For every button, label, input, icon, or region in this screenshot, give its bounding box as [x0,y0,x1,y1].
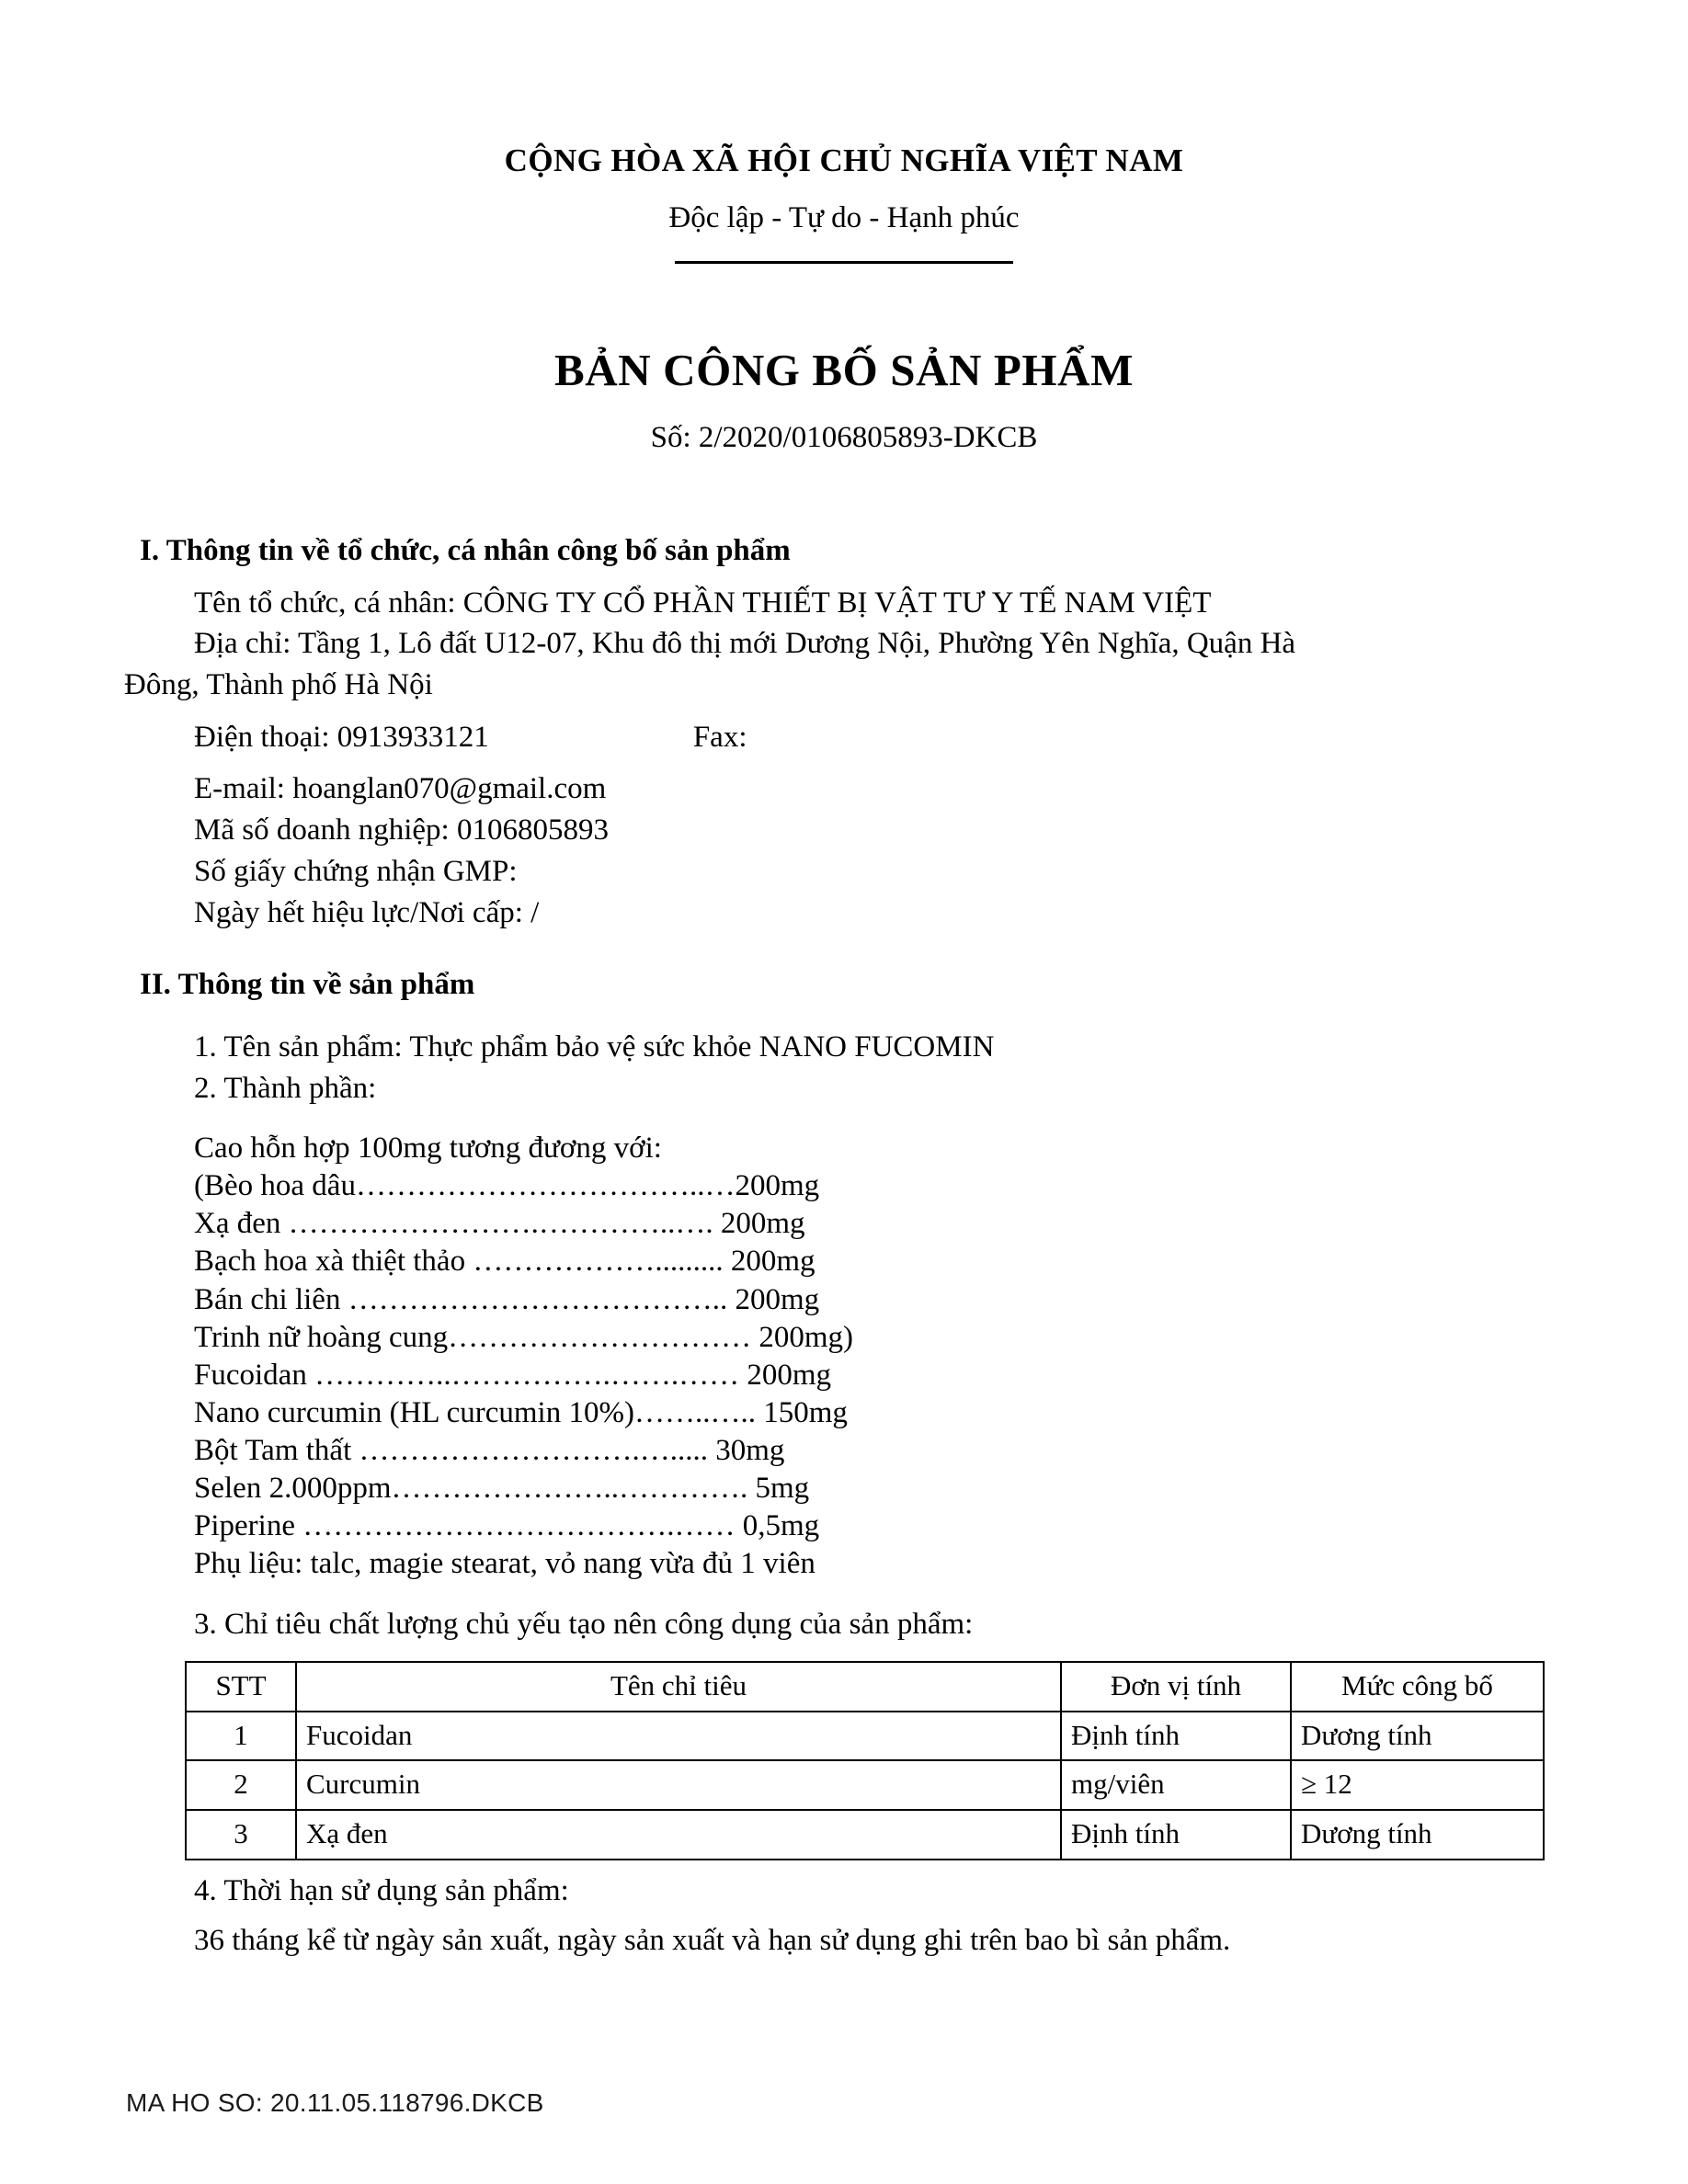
cell-stt: 1 [186,1712,296,1761]
phone-fax-row [124,717,1564,758]
excipients-line: Phụ liệu: talc, magie stearat, vỏ nang vừa đủ 1 viên [194,1547,815,1581]
cell-name: Curcumin [296,1760,1061,1810]
cell-unit: Định tính [1061,1712,1291,1761]
spacer [124,1860,1564,1871]
ingredient-line: Piperine ……………………………….…… 0,5mg [194,1508,820,1542]
quality-criteria-table [185,1661,1545,1860]
document-body [124,531,1564,1961]
country-name: CỘNG HÒA XÃ HỘI CHỦ NGHĨA VIỆT NAM [504,142,1184,178]
section-1-heading: I. Thông tin về tổ chức, cá nhân công bố sản phẩm [140,534,791,567]
national-motto: Độc lập - Tự do - Hạnh phúc [668,201,1020,234]
table-row [186,1712,1544,1761]
organization-address-line-1: Địa chỉ: Tầng 1, Lô đất U12-07, Khu đô thị mới Dương Nội, Phường Yên Nghĩa, Quận Hà [194,627,1296,661]
ingredient-line: Selen 2.000ppm…………………..…………. 5mg [194,1471,810,1505]
header-divider [675,261,1013,264]
composition-intro: Cao hỗn hợp 100mg tương đương với: [194,1132,662,1166]
cell-level: Dương tính [1291,1810,1544,1860]
cell-level: ≥ 12 [1291,1760,1544,1810]
ingredient-line: Nano curcumin (HL curcumin 10%)……..….. 150mg [194,1395,848,1429]
ingredient-line: Xạ đen …………………….…………..…. 200mg [194,1207,805,1241]
organization-name: Tên tổ chức, cá nhân: CÔNG TY CỔ PHẦN THIẾT BỊ VẬT TƯ Y TẾ NAM VIỆT [194,586,1212,620]
gmp-certificate-number: Số giấy chứng nhận GMP: [194,855,518,889]
ingredient-line: Bột Tam thất ……………………….…..... 30mg [194,1433,785,1467]
email-address: E-mail: hoanglan070@gmail.com [194,772,607,806]
cell-level: Dương tính [1291,1712,1544,1761]
spacer [124,572,1564,583]
product-name-line: 1. Tên sản phẩm: Thực phẩm bảo vệ sức khỏe NANO FUCOMIN [194,1030,995,1064]
quality-table-wrapper [124,1661,1564,1860]
spacer [124,706,1564,717]
cell-stt: 3 [186,1810,296,1860]
ingredient-list [124,1130,1564,1583]
document-number: Số: 2/2020/0106805893-DKCB [650,421,1038,454]
table-header-row [186,1662,1544,1712]
ingredient-line: (Bèo hoa dâu……………………………..…200mg [194,1169,820,1203]
expiry-and-issuer: Ngày hết hiệu lực/Nơi cấp: / [194,896,540,930]
spacer [124,1005,1564,1027]
spacer [124,1910,1564,1921]
column-header-name: Tên chỉ tiêu [296,1662,1061,1712]
spacer [124,757,1564,768]
cell-unit: Định tính [1061,1810,1291,1860]
column-header-unit: Đơn vị tính [1061,1662,1291,1712]
shelf-life-value: 36 tháng kể từ ngày sản xuất, ngày sản xuất và hạn sử dụng ghi trên bao bì sản phẩm. [194,1924,1231,1958]
cell-name: Fucoidan [296,1712,1061,1761]
ingredient-line: Bán chi liên ……………………………….. 200mg [194,1282,820,1316]
fax-number: Fax: [692,720,747,754]
phone-number: Điện thoại: 0913933121 [194,720,489,754]
business-code: Mã số doanh nghiệp: 0106805893 [194,813,609,847]
ingredient-line: Trinh nữ hoàng cung………………………… 200mg) [194,1320,853,1354]
table-row [186,1810,1544,1860]
quality-criteria-label: 3. Chỉ tiêu chất lượng chủ yếu tạo nên công dụng của sản phẩm: [194,1608,974,1642]
ingredient-line: Bạch hoa xà thiệt thảo ………………......... 200mg [194,1245,815,1279]
national-header [0,142,1688,264]
column-header-level: Mức công bố [1291,1662,1544,1712]
column-header-stt: STT [186,1662,296,1712]
ingredient-line: Fucoidan …………..…………….…….…… 200mg [194,1358,831,1392]
spacer [124,1583,1564,1605]
organization-address-line-2: Đông, Thành phố Hà Nội [124,668,433,702]
section-2-heading: II. Thông tin về sản phẩm [140,967,475,1001]
shelf-life-label: 4. Thời hạn sử dụng sản phẩm: [194,1873,569,1907]
composition-label: 2. Thành phần: [194,1072,377,1106]
cell-stt: 2 [186,1760,296,1810]
cell-unit: mg/viên [1061,1760,1291,1810]
spacer [124,934,1564,965]
file-code-footer: MA HO SO: 20.11.05.118796.DKCB [126,2088,544,2117]
page-title: BẢN CÔNG BỐ SẢN PHẨM [554,345,1134,395]
cell-name: Xạ đen [296,1810,1061,1860]
table-row [186,1760,1544,1810]
